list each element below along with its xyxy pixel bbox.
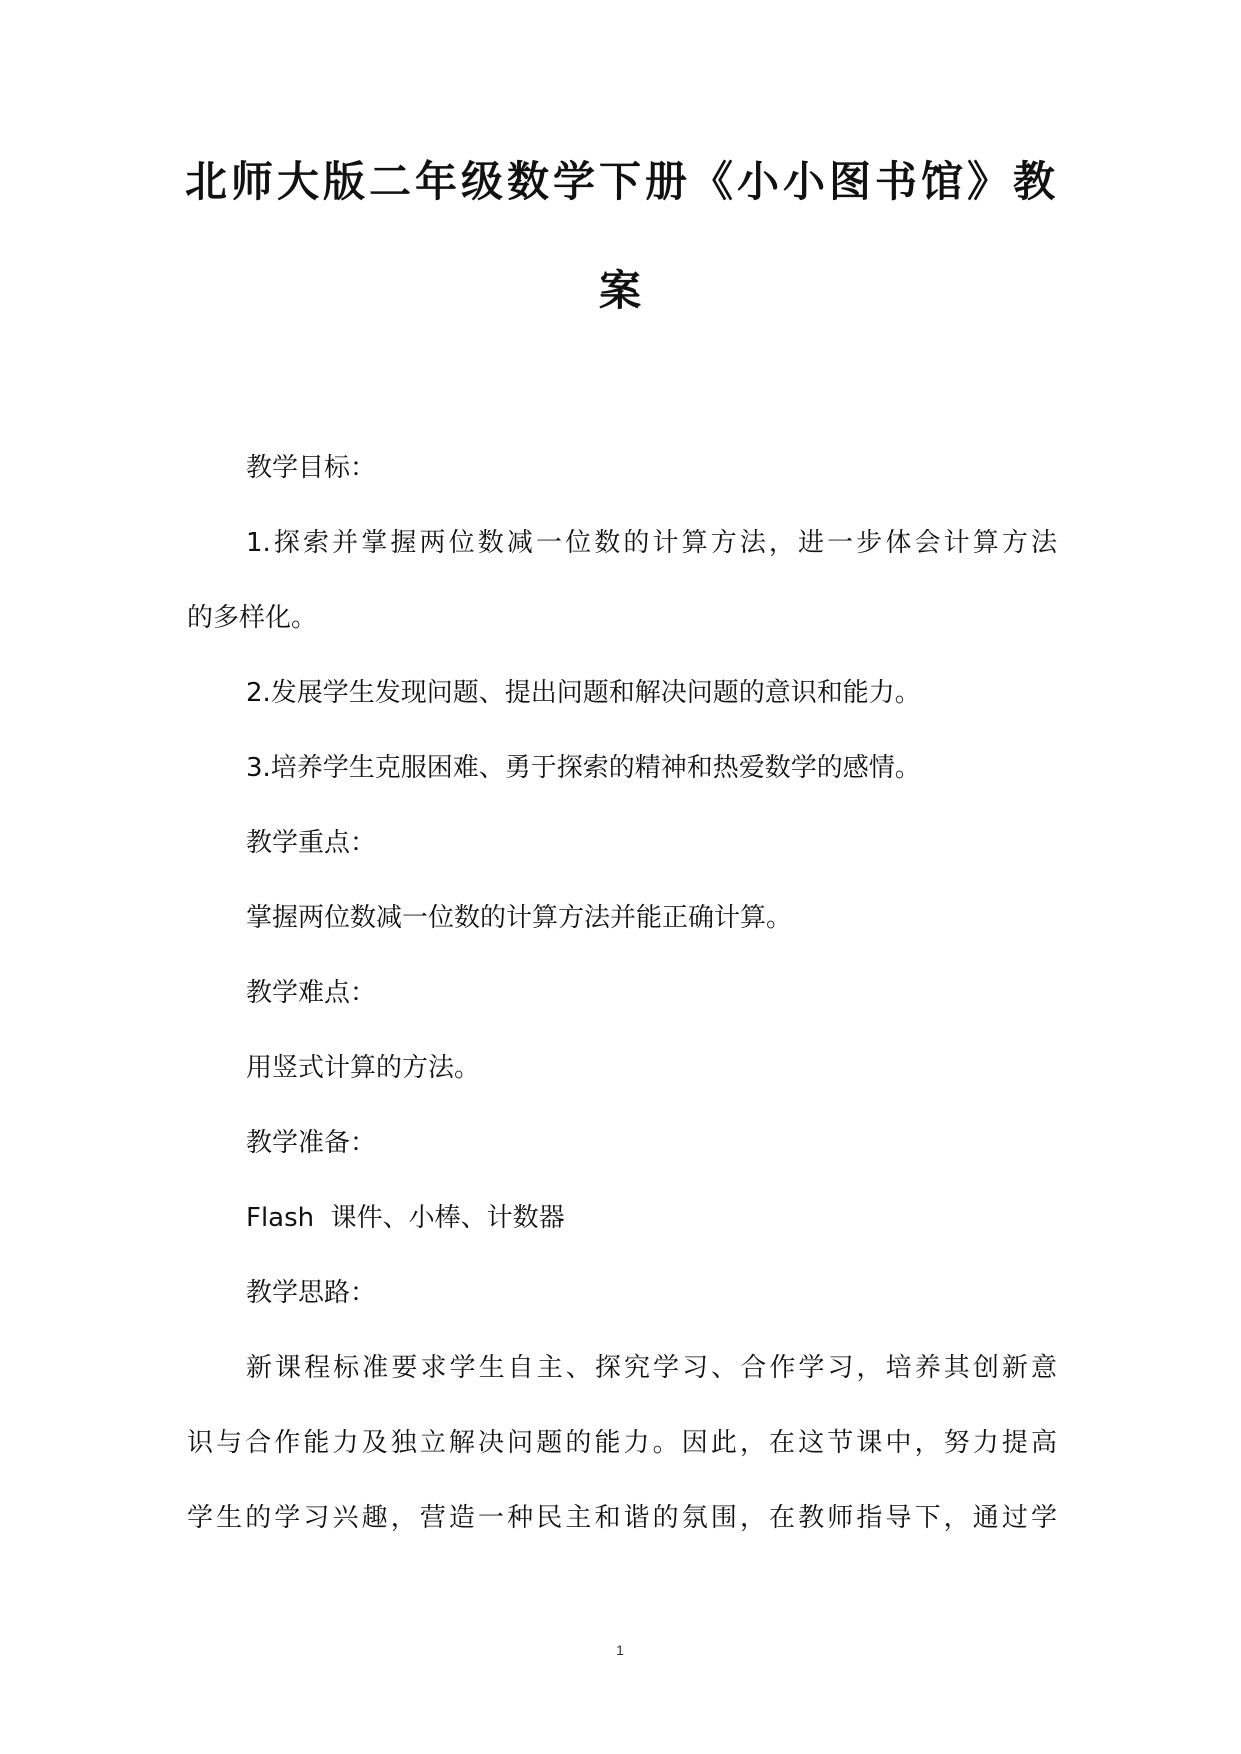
goal-1-line-1: 1.探索并掌握两位数减一位数的计算方法，进一步体会计算方法 [246,528,1057,558]
approach-line-1: 新课程标准要求学生自主、探究学习、合作学习，培养其创新意 [246,1353,1057,1383]
difficulty-text: 用竖式计算的方法。 [246,1053,481,1083]
document-title-line-1: 北师大版二年级数学下册《小小图书馆》教 [185,157,1055,206]
approach-line-2: 识与合作能力及独立解决问题的能力。因此，在这节课中，努力提高 [187,1428,1057,1458]
heading-preparation: 教学准备： [246,1128,377,1158]
goal-3: 3.培养学生克服困难、勇于探索的精神和热爱数学的感情。 [246,753,921,783]
goal-1-line-2: 的多样化。 [187,603,318,633]
heading-difficulties: 教学难点： [246,978,377,1008]
document-title-line-2: 案 [598,266,641,315]
page-number: 1 [616,1642,624,1658]
approach-line-3: 学生的学习兴趣，营造一种民主和谐的氛围，在教师指导下，通过学 [187,1503,1057,1533]
goal-2: 2.发展学生发现问题、提出问题和解决问题的意识和能力。 [246,678,921,708]
heading-teaching-approach: 教学思路： [246,1278,377,1308]
heading-key-points: 教学重点： [246,828,377,858]
preparation-text: Flash 课件、小棒、计数器 [246,1203,565,1233]
key-point-text: 掌握两位数减一位数的计算方法并能正确计算。 [246,903,793,933]
heading-teaching-goals: 教学目标： [246,453,377,483]
